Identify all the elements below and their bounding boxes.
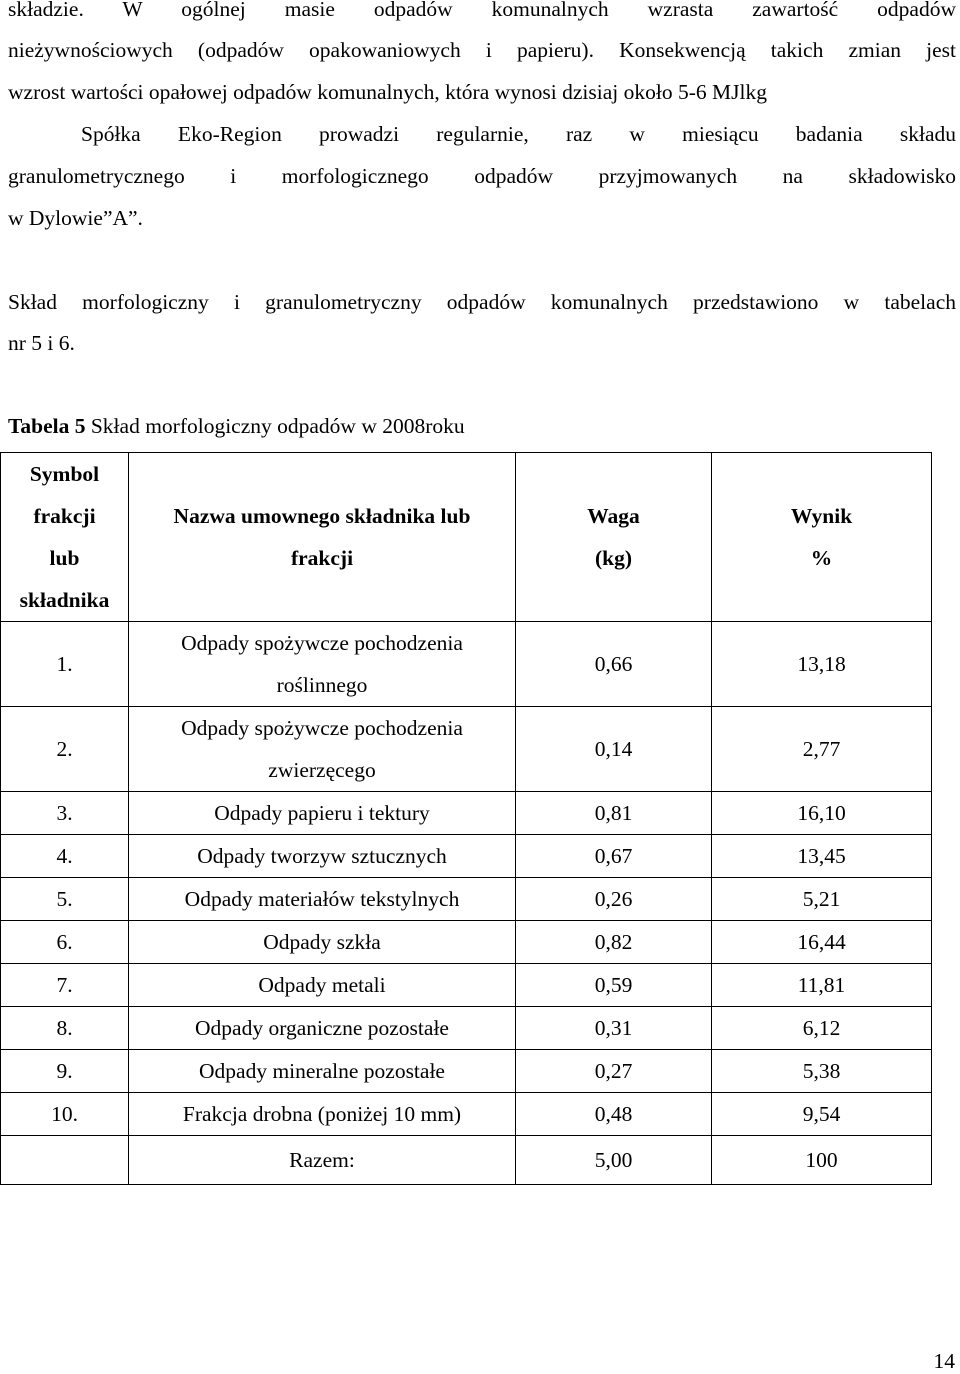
cell-symbol: 9. bbox=[1, 1050, 129, 1093]
cell-symbol: 3. bbox=[1, 792, 129, 835]
cell-symbol: 5. bbox=[1, 878, 129, 921]
cell-result: 5,21 bbox=[712, 878, 932, 921]
total-label: Razem: bbox=[129, 1136, 516, 1185]
cell-symbol: 7. bbox=[1, 964, 129, 1007]
table-row bbox=[1, 835, 932, 878]
table-row bbox=[1, 1050, 932, 1093]
cell-symbol: 2. bbox=[1, 707, 129, 792]
table-row bbox=[1, 1007, 932, 1050]
header-symbol: Symbol frakcji lub składnika bbox=[1, 453, 129, 622]
cell-name: Odpady materiałów tekstylnych bbox=[129, 878, 516, 921]
cell-weight: 0,59 bbox=[516, 964, 712, 1007]
cell-name: Odpady spożywcze pochodzenia zwierzęcego bbox=[129, 707, 516, 792]
cell-result: 16,44 bbox=[712, 921, 932, 964]
cell-weight: 0,81 bbox=[516, 792, 712, 835]
page-number: 14 bbox=[933, 1349, 955, 1373]
cell-result: 16,10 bbox=[712, 792, 932, 835]
waste-composition-table bbox=[0, 452, 932, 1185]
paragraph-line: nr 5 i 6. bbox=[8, 331, 75, 355]
cell-name: Odpady szkła bbox=[129, 921, 516, 964]
cell-result: 5,38 bbox=[712, 1050, 932, 1093]
table-caption bbox=[8, 411, 956, 441]
paragraph-line: w Dylowie”A”. bbox=[8, 206, 143, 230]
table-row bbox=[1, 878, 932, 921]
paragraph-line: granulometrycznego i morfologicznego odpadów przyjmowanych na składowisko bbox=[8, 164, 956, 188]
cell-name: Frakcja drobna (poniżej 10 mm) bbox=[129, 1093, 516, 1136]
cell-name: Odpady organiczne pozostałe bbox=[129, 1007, 516, 1050]
cell-result: 9,54 bbox=[712, 1093, 932, 1136]
paragraph-line: składzie. W ogólnej masie odpadów komunalnych wzrasta zawartość odpadów bbox=[8, 0, 956, 21]
paragraph-line: Skład morfologiczny i granulometryczny odpadów komunalnych przedstawiono w tabelach bbox=[8, 290, 956, 314]
table-row bbox=[1, 1093, 932, 1136]
cell-name: Odpady papieru i tektury bbox=[129, 792, 516, 835]
total-weight: 5,00 bbox=[516, 1136, 712, 1185]
cell-weight: 0,31 bbox=[516, 1007, 712, 1050]
cell-result: 11,81 bbox=[712, 964, 932, 1007]
cell-result: 13,45 bbox=[712, 835, 932, 878]
cell-result: 2,77 bbox=[712, 707, 932, 792]
cell-weight: 0,48 bbox=[516, 1093, 712, 1136]
cell-symbol: 6. bbox=[1, 921, 129, 964]
cell-result: 6,12 bbox=[712, 1007, 932, 1050]
cell-weight: 0,26 bbox=[516, 878, 712, 921]
paragraph-line: wzrost wartości opałowej odpadów komunalnych, która wynosi dzisiaj około 5-6 MJlkg bbox=[8, 80, 767, 104]
cell-weight: 0,82 bbox=[516, 921, 712, 964]
cell-name: Odpady mineralne pozostałe bbox=[129, 1050, 516, 1093]
cell-symbol: 1. bbox=[1, 622, 129, 707]
cell-name: Odpady tworzyw sztucznych bbox=[129, 835, 516, 878]
cell-weight: 0,67 bbox=[516, 835, 712, 878]
cell-weight: 0,14 bbox=[516, 707, 712, 792]
paragraph-line: nieżywnościowych (odpadów opakowaniowych i papieru). Konsekwencją takich zmian jest bbox=[8, 38, 956, 62]
table-row bbox=[1, 921, 932, 964]
header-result: Wynik % bbox=[712, 453, 932, 622]
cell-weight: 0,27 bbox=[516, 1050, 712, 1093]
table-row bbox=[1, 792, 932, 835]
table-header-row bbox=[1, 453, 932, 622]
cell-symbol: 8. bbox=[1, 1007, 129, 1050]
table-total-row bbox=[1, 1136, 932, 1185]
cell-name: Odpady metali bbox=[129, 964, 516, 1007]
table-row bbox=[1, 707, 932, 792]
paragraph-line: Spółka Eko-Region prowadzi regularnie, raz w miesiącu badania składu bbox=[81, 122, 956, 146]
cell-empty bbox=[1, 1136, 129, 1185]
cell-symbol: 4. bbox=[1, 835, 129, 878]
table-row bbox=[1, 622, 932, 707]
total-result: 100 bbox=[712, 1136, 932, 1185]
header-weight: Waga (kg) bbox=[516, 453, 712, 622]
table-row bbox=[1, 964, 932, 1007]
cell-symbol: 10. bbox=[1, 1093, 129, 1136]
table-caption-label: Tabela 5 bbox=[8, 414, 86, 438]
cell-name: Odpady spożywcze pochodzenia roślinnego bbox=[129, 622, 516, 707]
cell-result: 13,18 bbox=[712, 622, 932, 707]
header-name: Nazwa umownego składnika lub frakcji bbox=[129, 453, 516, 622]
table-caption-text: Skład morfologiczny odpadów w 2008roku bbox=[85, 414, 465, 438]
cell-weight: 0,66 bbox=[516, 622, 712, 707]
